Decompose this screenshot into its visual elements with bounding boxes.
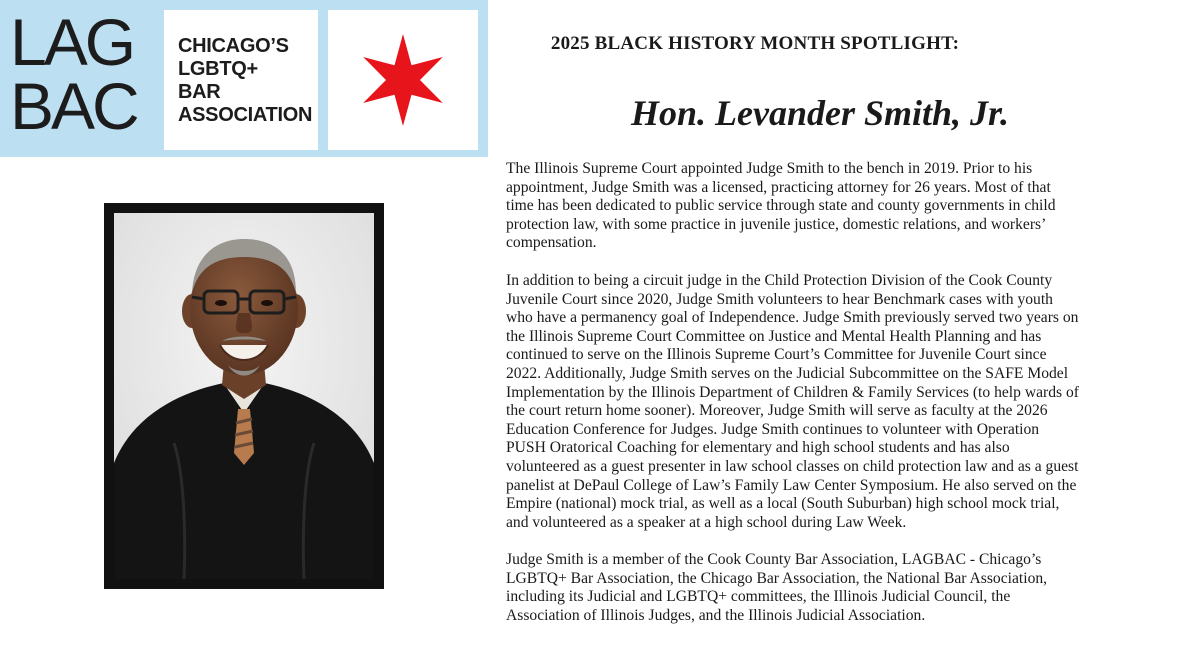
bio-line: continued to serve on the Illinois Supreme Court’s Committee for Juvenile Court since: [506, 346, 1047, 364]
bio-line: the court return home sooner). Moreover, Judge Smith will serve as faculty at the 2026: [506, 402, 1048, 420]
honoree-name: Hon. Levander Smith, Jr.: [630, 93, 1010, 133]
bio-paragraph: [506, 160, 1166, 253]
wordmark-line: LAG: [10, 5, 134, 79]
logo-star-panel: [328, 10, 478, 150]
bio-line: time has been dedicated to public service through state and county governments in child: [506, 197, 1056, 215]
lagbac-logo: [0, 0, 488, 157]
bio-line: Education Conference for Judges. Judge Smith continues to volunteer with Operation: [506, 420, 1040, 438]
bio-line: volunteered as a guest presenter in law school classes on child protection law and as a guest: [506, 457, 1079, 475]
bio-line: In addition to being a circuit judge in the Child Protection Division of the Cook County: [506, 271, 1053, 289]
judge-portrait-photo: [114, 213, 374, 579]
association-line: CHICAGO’S: [178, 35, 289, 57]
bio-line: Judge Smith is a member of the Cook County Bar Association, LAGBAC - Chicago’s: [506, 551, 1042, 569]
bio-line: the Illinois Supreme Court Committee on Justice and Mental Health Planning and has: [506, 327, 1042, 345]
bio-line: compensation.: [506, 234, 597, 252]
lagbac-wordmark: [10, 5, 160, 147]
bio-line: PUSH Oratorical Coaching for elementary and high school students and has also: [506, 439, 1010, 457]
spotlight-heading: 2025 BLACK HISTORY MONTH SPOTLIGHT:: [550, 33, 960, 54]
bio-line: Implementation by the Illinois Department of Children & Family Services (to help wards of: [506, 383, 1079, 401]
bio-line: Juvenile Court since 2020, Judge Smith volunteers to hear Benchmark cases with youth: [506, 290, 1053, 308]
bio-line: panelist at DePaul College of Law’s Family Law Center Symposium. He also served on the: [506, 476, 1077, 494]
wordmark-line: BAC: [10, 69, 137, 143]
association-name: [178, 35, 312, 127]
bio-paragraph: [506, 551, 1166, 625]
bio-line: who have a permanency goal of Independence. Judge Smith previously served two years on: [506, 309, 1079, 327]
bio-line: protection law, with some practice in juvenile justice, domestic relations, and workers’: [506, 215, 1047, 233]
chicago-star-icon: [355, 32, 451, 128]
association-line: ASSOCIATION: [178, 104, 313, 126]
portrait-illustration: [114, 213, 374, 579]
bio-line: LGBTQ+ Bar Association, the Chicago Bar Association, the National Bar Association,: [506, 569, 1048, 587]
bio-line: appointment, Judge Smith was a licensed, practicing attorney for 26 years. Most of that: [506, 178, 1051, 196]
association-line: LGBTQ+: [178, 58, 258, 80]
biography: [506, 160, 1166, 645]
bio-line: Empire (national) mock trial, as well as a local (South Suburban) high school mock trial,: [506, 495, 1060, 513]
logo-association-panel: [164, 10, 318, 150]
bio-line: including its Judicial and LGBTQ+ committees, the Illinois Judicial Council, the: [506, 588, 1011, 606]
bio-paragraph: [506, 272, 1166, 532]
association-line: BAR: [178, 81, 221, 103]
bio-line: Association of Illinois Judges, and the Illinois Judicial Association.: [506, 607, 926, 625]
bio-line: 2022. Additionally, Judge Smith serves on the Judicial Subcommittee on the SAFE Model: [506, 364, 1069, 382]
bio-line: The Illinois Supreme Court appointed Judge Smith to the bench in 2019. Prior to his: [506, 160, 1033, 177]
bio-line: and volunteered as a speaker at a high school during Law Week.: [506, 513, 907, 531]
portrait-frame: [104, 203, 384, 589]
